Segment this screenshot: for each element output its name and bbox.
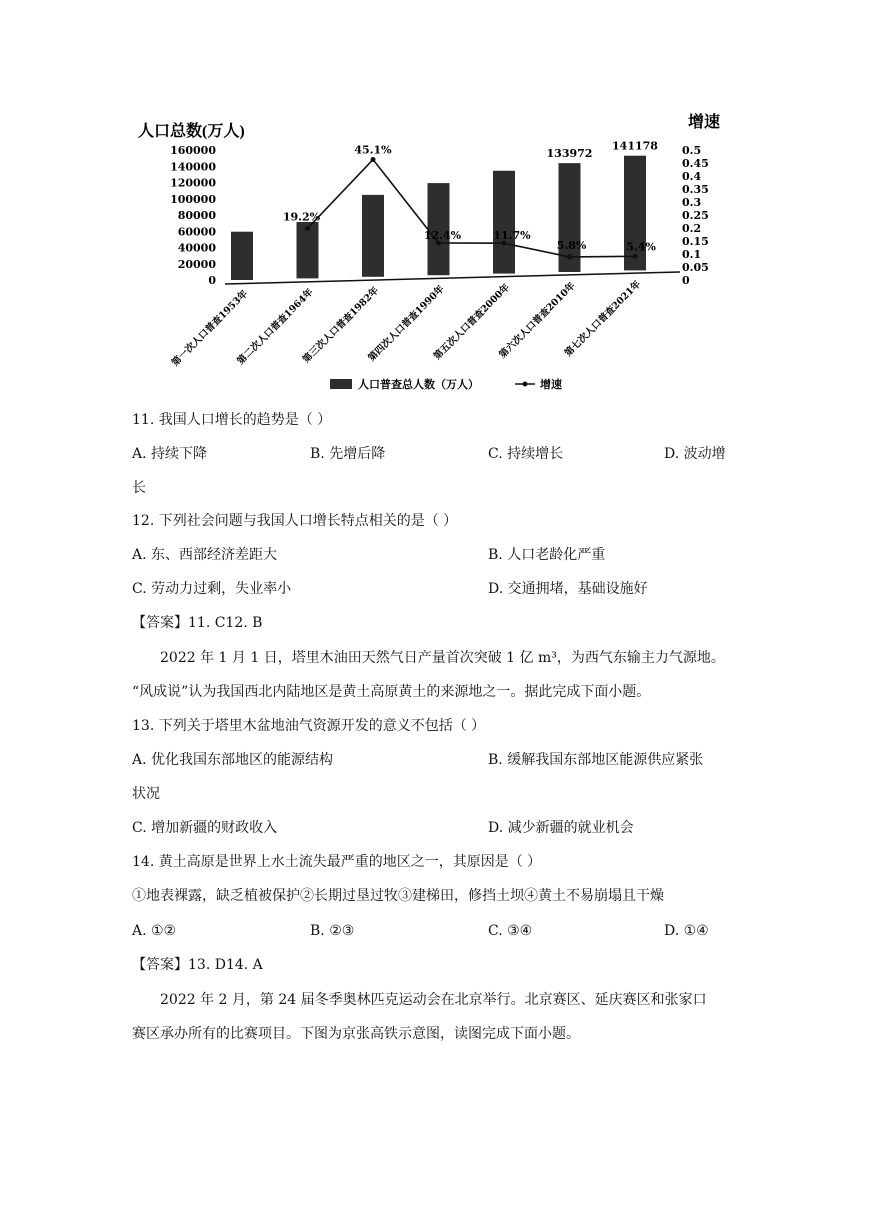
- right-tick-label: 0.1: [682, 248, 702, 261]
- right-tick-label: 0: [682, 274, 690, 287]
- answer-11-12: 【答案】11. C12. B: [132, 615, 263, 631]
- q13-option-b: B. 缓解我国东部地区能源供应紧张: [488, 752, 704, 768]
- left-axis-title: 人口总数(万人): [138, 123, 245, 140]
- question-13-stem: 13. 下列关于塔里木盆地油气资源开发的意义不包括（ ）: [132, 718, 486, 734]
- legend-line-marker: [523, 382, 528, 387]
- bar-5: [493, 171, 515, 274]
- legend-line-label: 增速: [540, 378, 562, 391]
- population-chart: [130, 108, 730, 398]
- passage-1-line-2: “风成说”认为我国西北内陆地区是黄土高原黄土的来源地之一。据此完成下面小题。: [132, 684, 651, 700]
- legend-bar-label: 人口普查总人数（万人）: [358, 378, 479, 391]
- right-tick-label: 0.05: [682, 261, 709, 274]
- left-tick-label: 80000: [177, 209, 216, 222]
- growth-rate-label: 19.2%: [282, 210, 321, 224]
- q11-option-a: A. 持续下降: [132, 446, 208, 462]
- right-tick-label: 0.3: [682, 196, 702, 209]
- left-tick-label: 0: [208, 274, 216, 287]
- category-label: 第一次人口普查1953年: [169, 288, 251, 369]
- left-tick-label: 100000: [170, 192, 216, 206]
- right-tick-label: 0.2: [682, 222, 702, 235]
- q14-option-d: D. ①④: [664, 923, 709, 939]
- passage-2-line-2: 赛区承办所有的比赛项目。下图为京张高铁示意图，读图完成下面小题。: [132, 1026, 580, 1042]
- growth-rate-point: [371, 157, 376, 162]
- question-12-stem: 12. 下列社会问题与我国人口增长特点相关的是（ ）: [132, 513, 458, 529]
- q14-option-c: C. ③④: [488, 923, 533, 939]
- q11-option-d-continued: 长: [132, 480, 146, 496]
- right-axis-title: 增速: [688, 114, 721, 131]
- category-label: 第五次人口普查2000年: [431, 281, 513, 363]
- q13-option-b-continued: 状况: [132, 786, 160, 802]
- question-14-stem: 14. 黄土高原是世界上水土流失最严重的地区之一，其原因是（ ）: [132, 854, 542, 870]
- bar-1: [231, 232, 253, 280]
- question-14-items: ①地表裸露，缺乏植被保护②长期过垦过牧③建梯田，修挡土坝④黄土不易崩塌且干燥: [132, 888, 664, 904]
- q12-option-c: C. 劳动力过剩，失业率小: [132, 581, 292, 597]
- category-label: 第二次人口普查1964年: [235, 286, 316, 367]
- growth-rate-label: 11.7%: [493, 229, 531, 243]
- q14-option-a: A. ①②: [132, 923, 177, 939]
- right-tick-label: 0.5: [682, 144, 702, 157]
- left-tick-label: 40000: [177, 241, 216, 255]
- passage-1-line-1: 2022 年 1 月 1 日，塔里木油田天然气日产量首次突破 1 亿 m³，为西气东输主力气源地。: [160, 650, 725, 666]
- question-11-stem: 11. 我国人口增长的趋势是（ ）: [132, 412, 332, 428]
- right-tick-label: 0.4: [682, 170, 702, 183]
- growth-rate-label: 5.4%: [626, 240, 656, 254]
- right-tick-label: 0.15: [682, 235, 709, 248]
- bar-value-label: 141178: [612, 139, 658, 153]
- growth-rate-label: 12.4%: [423, 228, 462, 242]
- left-tick-label: 120000: [170, 176, 216, 190]
- bar-value-label: 133972: [546, 147, 593, 161]
- left-tick-label: 140000: [170, 160, 216, 174]
- q13-option-c: C. 增加新疆的财政收入: [132, 820, 278, 836]
- q13-option-d: D. 减少新疆的就业机会: [488, 820, 634, 836]
- q12-option-d: D. 交通拥堵，基础设施好: [488, 581, 648, 597]
- x-axis-line: [225, 272, 680, 284]
- q11-option-b: B. 先增后降: [310, 446, 386, 462]
- chart-svg: [130, 108, 730, 398]
- category-label: 第六次人口普查2010年: [497, 280, 578, 361]
- right-tick-label: 0.35: [682, 183, 709, 196]
- growth-rate-point: [633, 254, 638, 259]
- q14-option-b: B. ②③: [310, 923, 355, 939]
- growth-rate-label: 5.8%: [556, 238, 587, 252]
- passage-2-line-1: 2022 年 2 月，第 24 届冬季奥林匹克运动会在北京举行。北京赛区、延庆赛区和张家口: [160, 992, 707, 1008]
- right-tick-label: 0.45: [682, 157, 709, 170]
- q12-option-a: A. 东、西部经济差距大: [132, 547, 278, 563]
- q13-option-a: A. 优化我国东部地区的能源结构: [132, 752, 334, 768]
- category-label: 第七次人口普查2021年: [562, 278, 644, 359]
- bar-3: [362, 195, 384, 277]
- answer-13-14: 【答案】13. D14. A: [132, 957, 263, 973]
- growth-rate-point: [305, 226, 310, 231]
- category-label: 第三次人口普查1982年: [300, 285, 382, 366]
- growth-rate-point: [567, 254, 572, 259]
- q11-option-d: D. 波动增: [664, 446, 726, 462]
- growth-rate-label: 45.1%: [354, 143, 392, 157]
- left-tick-label: 60000: [177, 225, 216, 239]
- category-label: 第四次人口普查1990年: [366, 283, 447, 364]
- left-tick-label: 160000: [170, 144, 216, 157]
- left-tick-label: 20000: [177, 257, 216, 271]
- legend-bar-swatch: [330, 379, 352, 389]
- right-tick-label: 0.25: [682, 209, 709, 222]
- q12-option-b: B. 人口老龄化严重: [488, 547, 606, 563]
- q11-option-c: C. 持续增长: [488, 446, 564, 462]
